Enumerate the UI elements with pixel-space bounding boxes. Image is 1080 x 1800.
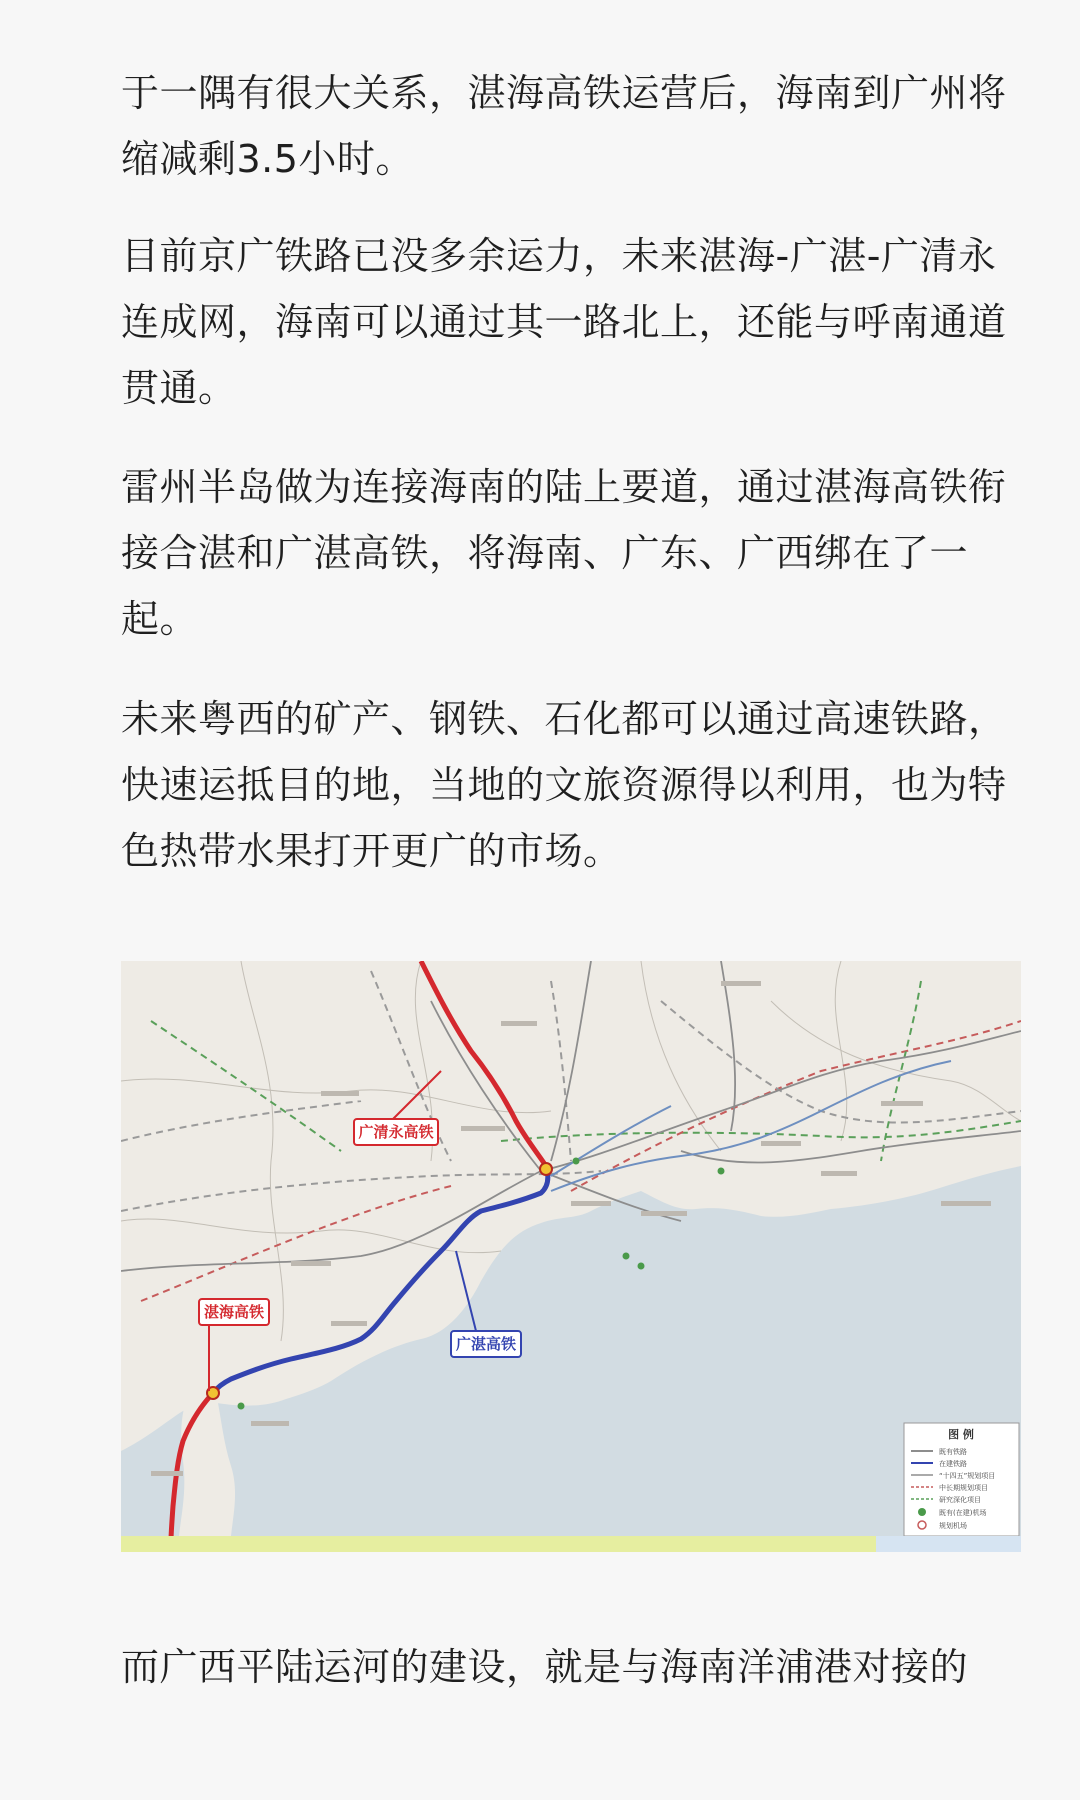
legend-item: 规划机场	[939, 1522, 967, 1530]
guangzhou-station-marker	[540, 1163, 552, 1175]
paragraph: 雷州半岛做为连接海南的陆上要道，通过湛海高铁衔接合湛和广湛高铁，将海南、广东、广西绑在了一起。	[121, 465, 1007, 641]
paragraph: 于一隅有很大关系，湛海高铁运营后，海南到广州将缩减剩3.5小时。	[121, 71, 1007, 181]
map-bottom-band-right	[876, 1536, 1021, 1552]
legend-title: 图 例	[948, 1428, 974, 1441]
svg-text:广湛高铁: 广湛高铁	[455, 1335, 517, 1353]
legend-item: “十四五”规划项目	[939, 1472, 996, 1480]
map-legend	[904, 1423, 1019, 1536]
legend-item: 研究深化项目	[939, 1496, 981, 1504]
legend-item: 中长期规划项目	[939, 1484, 988, 1492]
svg-text:湛海高铁: 湛海高铁	[203, 1303, 265, 1321]
paragraph: 而广西平陆运河的建设，就是与海南洋浦港对接的	[121, 1645, 969, 1689]
paragraph: 目前京广铁路已没多余运力，未来湛海-广湛-广清永连成网，海南可以通过其一路北上，还能与呼南通道贯通。	[121, 234, 1007, 410]
paragraph: 未来粤西的矿产、钢铁、石化都可以通过高速铁路，快速运抵目的地，当地的文旅资源得以利用，也为特色热带水果打开更广的市场。	[121, 697, 1007, 873]
legend-item: 既有铁路	[939, 1448, 967, 1456]
legend-item: 在建铁路	[939, 1460, 967, 1468]
map-bottom-band-left	[121, 1536, 876, 1552]
svg-text:广清永高铁: 广清永高铁	[358, 1123, 434, 1141]
railway-map-image[interactable]	[121, 961, 1021, 1552]
planned-airport-icon	[918, 1521, 926, 1529]
legend-item: 既有(在建)机场	[939, 1509, 987, 1517]
airport-icon	[918, 1508, 926, 1516]
